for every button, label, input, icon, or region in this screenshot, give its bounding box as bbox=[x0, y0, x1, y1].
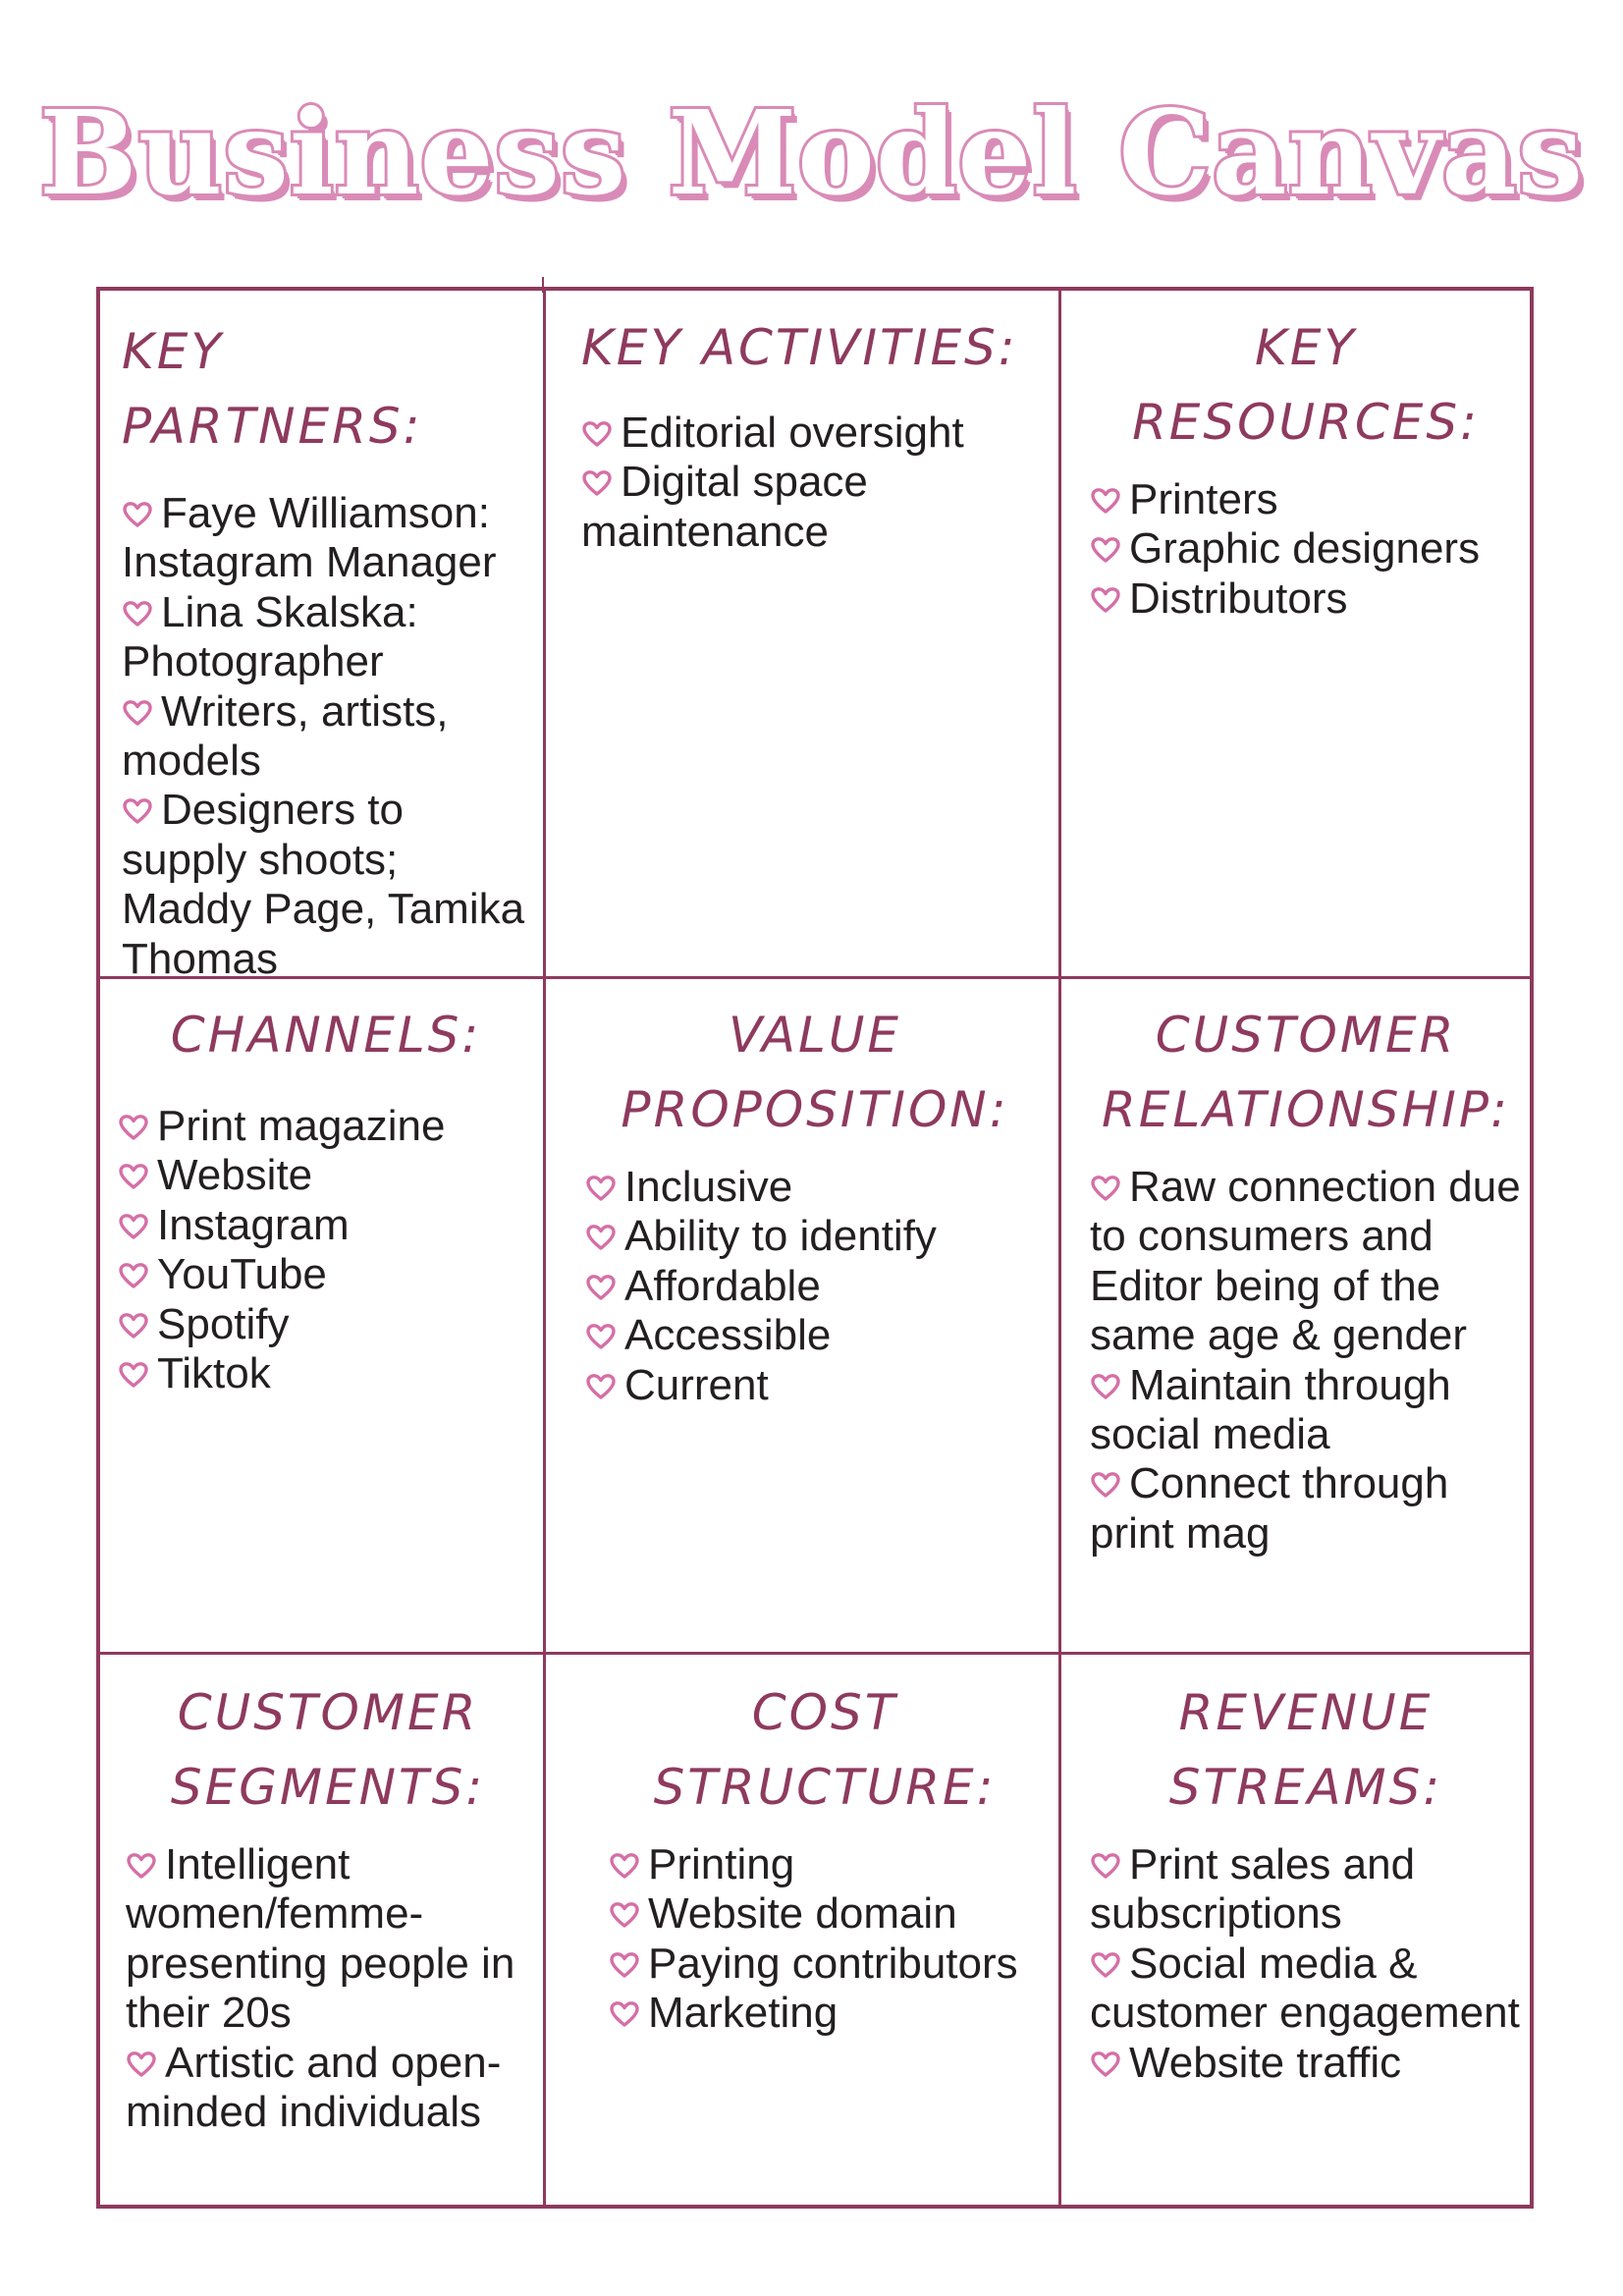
heart-icon bbox=[126, 2050, 157, 2078]
heart-icon bbox=[1090, 586, 1121, 614]
customer-segments-heading-line1: CUSTOMER bbox=[177, 1684, 479, 1741]
list-item bbox=[122, 687, 534, 787]
customer-relationship-cell bbox=[1090, 998, 1522, 1558]
canvas-grid bbox=[96, 287, 1534, 2209]
key-resources-list bbox=[1090, 475, 1522, 624]
list-item bbox=[585, 1212, 1051, 1261]
cost-structure-cell bbox=[609, 1675, 1041, 2039]
list-item-text: Website bbox=[157, 1151, 313, 1200]
list-item bbox=[1090, 524, 1522, 574]
list-item bbox=[609, 1989, 1041, 2038]
key-activities-list bbox=[581, 409, 1053, 557]
list-item bbox=[118, 1250, 534, 1299]
list-item-text: Maintain through social media bbox=[1090, 1360, 1451, 1459]
heart-icon bbox=[581, 469, 613, 497]
list-item bbox=[118, 1201, 534, 1250]
list-item bbox=[1090, 574, 1522, 624]
list-item bbox=[118, 1151, 534, 1200]
list-item-text: Digital space maintenance bbox=[581, 458, 868, 556]
heart-icon bbox=[585, 1224, 617, 1251]
heart-icon bbox=[1090, 1951, 1121, 1979]
heart-icon bbox=[1090, 1471, 1121, 1499]
value-proposition-heading-line2: PROPOSITION: bbox=[621, 1081, 1009, 1138]
revenue-streams-cell bbox=[1090, 1675, 1522, 2088]
list-item bbox=[585, 1361, 1051, 1410]
heart-icon bbox=[118, 1163, 149, 1190]
heart-icon bbox=[1090, 487, 1121, 515]
heart-icon bbox=[581, 420, 613, 448]
list-item bbox=[609, 1840, 1041, 1889]
channels-list bbox=[118, 1102, 534, 1398]
list-item-text: Spotify bbox=[157, 1299, 290, 1348]
list-item bbox=[122, 489, 534, 588]
list-item bbox=[126, 1840, 534, 2039]
key-resources-cell bbox=[1090, 310, 1522, 624]
row-divider-2 bbox=[100, 1652, 1530, 1655]
key-activities-cell bbox=[581, 310, 1053, 557]
heart-icon bbox=[585, 1323, 617, 1350]
list-item bbox=[1090, 1459, 1522, 1558]
key-activities-heading: KEY ACTIVITIES: bbox=[581, 319, 1018, 376]
list-item-text: Printing bbox=[648, 1840, 795, 1888]
heart-icon bbox=[118, 1312, 149, 1339]
list-item-text: Social media & customer engagement bbox=[1090, 1939, 1520, 2038]
heart-icon bbox=[126, 1852, 157, 1880]
cost-structure-heading-line1: COST bbox=[751, 1684, 898, 1741]
list-item-text: Connect through print mag bbox=[1090, 1459, 1449, 1558]
list-item bbox=[581, 409, 1053, 458]
list-item bbox=[122, 786, 534, 984]
cost-structure-list bbox=[609, 1840, 1041, 2039]
heart-icon bbox=[122, 699, 153, 727]
customer-relationship-list bbox=[1090, 1163, 1522, 1558]
list-item-text: Accessible bbox=[624, 1311, 832, 1360]
heart-icon bbox=[118, 1213, 149, 1240]
list-item-text: Editorial oversight bbox=[621, 409, 964, 457]
list-item-text: YouTube bbox=[157, 1250, 327, 1299]
list-item bbox=[1090, 475, 1522, 524]
heart-icon bbox=[1090, 1175, 1121, 1202]
channels-heading: CHANNELS: bbox=[170, 1007, 482, 1064]
customer-segments-heading-line2: SEGMENTS: bbox=[170, 1759, 486, 1816]
list-item-text: Print sales and subscriptions bbox=[1090, 1840, 1416, 1939]
list-item bbox=[1090, 1163, 1522, 1361]
key-partners-cell bbox=[122, 314, 534, 984]
list-item-text: Printers bbox=[1129, 475, 1278, 523]
heart-icon bbox=[118, 1361, 149, 1389]
heart-icon bbox=[609, 1951, 640, 1979]
list-item-text: Paying contributors bbox=[648, 1939, 1018, 1988]
list-item-text: Ability to identify bbox=[624, 1212, 937, 1261]
list-item-text: Print magazine bbox=[157, 1102, 446, 1150]
list-item bbox=[122, 588, 534, 687]
list-item-text: Intelligent women/femme-presenting people in their 20s bbox=[126, 1840, 515, 2038]
channels-cell bbox=[118, 998, 534, 1398]
list-item bbox=[585, 1311, 1051, 1360]
heart-icon bbox=[1090, 536, 1121, 564]
heart-icon bbox=[609, 1901, 640, 1929]
column-divider-1 bbox=[543, 291, 546, 2205]
list-item bbox=[1090, 1940, 1522, 2039]
heart-icon bbox=[118, 1262, 149, 1289]
list-item-text: Designers to supply shoots; Maddy Page, Tamika Thomas bbox=[122, 786, 525, 983]
list-item-text: Affordable bbox=[624, 1261, 821, 1310]
list-item-text: Lina Skalska: Photographer bbox=[122, 587, 418, 686]
heart-icon bbox=[585, 1373, 617, 1400]
heart-icon bbox=[609, 1852, 640, 1880]
list-item bbox=[1090, 2039, 1522, 2088]
revenue-streams-heading-line1: REVENUE bbox=[1178, 1684, 1434, 1741]
key-resources-heading-line2: RESOURCES: bbox=[1132, 394, 1480, 451]
list-item bbox=[126, 2039, 534, 2138]
list-item-text: Raw connection due to consumers and Editor being of the same age & gender bbox=[1090, 1163, 1521, 1360]
list-item bbox=[1090, 1361, 1522, 1460]
key-partners-list bbox=[122, 489, 534, 984]
list-item-text: Current bbox=[624, 1360, 769, 1409]
heart-icon bbox=[118, 1114, 149, 1141]
customer-relationship-heading-line2: RELATIONSHIP: bbox=[1101, 1081, 1510, 1138]
customer-segments-cell bbox=[122, 1675, 534, 2137]
list-item bbox=[581, 458, 1053, 557]
list-item bbox=[609, 1940, 1041, 1989]
revenue-streams-list bbox=[1090, 1840, 1522, 2088]
heart-icon bbox=[585, 1274, 617, 1301]
list-item-text: Writers, artists, models bbox=[122, 686, 449, 786]
heart-icon bbox=[122, 501, 153, 528]
list-item-text: Marketing bbox=[648, 1989, 839, 2038]
heart-icon bbox=[1090, 1852, 1121, 1880]
list-item bbox=[609, 1889, 1041, 1939]
list-item bbox=[118, 1102, 534, 1151]
list-item-text: Website domain bbox=[648, 1889, 957, 1939]
list-item-text: Tiktok bbox=[157, 1349, 271, 1398]
heart-icon bbox=[585, 1175, 617, 1202]
key-resources-heading-line1: KEY bbox=[1255, 319, 1357, 376]
heart-icon bbox=[1090, 1373, 1121, 1400]
list-item-text: Website traffic bbox=[1129, 2038, 1402, 2087]
list-item bbox=[585, 1262, 1051, 1311]
list-item-text: Instagram bbox=[157, 1200, 350, 1249]
customer-segments-list bbox=[122, 1840, 534, 2137]
column-divider-2 bbox=[1058, 291, 1061, 2205]
heart-icon bbox=[122, 600, 153, 628]
list-item bbox=[585, 1163, 1051, 1212]
list-item bbox=[118, 1300, 534, 1349]
list-item-text: Graphic designers bbox=[1129, 524, 1481, 574]
list-item bbox=[1090, 1840, 1522, 1940]
list-item-text: Distributors bbox=[1129, 574, 1348, 623]
heart-icon bbox=[1090, 2050, 1121, 2078]
heart-icon bbox=[122, 797, 153, 825]
list-item bbox=[118, 1349, 534, 1398]
value-proposition-heading-line1: VALUE bbox=[728, 1007, 902, 1064]
page-title: Business Model Canvas bbox=[38, 84, 1585, 221]
cost-structure-heading-line2: STRUCTURE: bbox=[653, 1759, 997, 1816]
customer-relationship-heading-line1: CUSTOMER bbox=[1155, 1007, 1457, 1064]
list-item-text: Inclusive bbox=[624, 1163, 793, 1211]
heart-icon bbox=[609, 2000, 640, 2028]
revenue-streams-heading-line2: STREAMS: bbox=[1168, 1759, 1443, 1816]
value-proposition-list bbox=[579, 1163, 1051, 1410]
list-item-text: Faye Williamson: Instagram Manager bbox=[122, 489, 497, 587]
value-proposition-cell bbox=[579, 998, 1051, 1410]
key-partners-heading: KEY PARTNERS: bbox=[122, 323, 423, 455]
list-item-text: Artistic and open-minded individuals bbox=[126, 2038, 502, 2137]
